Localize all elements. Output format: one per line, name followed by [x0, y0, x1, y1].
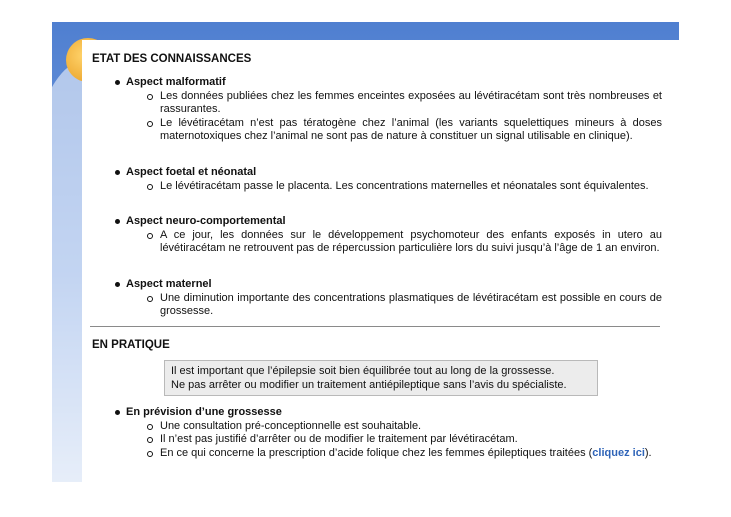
aspect-neuro-comportemental — [112, 215, 662, 256]
aspect-malformatif — [112, 76, 662, 144]
practice-section-title: EN PRATIQUE — [92, 339, 170, 351]
important-notice-box — [164, 360, 598, 396]
pregnancy-planning — [112, 406, 662, 460]
folic-acid-text: En ce qui concerne la prescription d’acide folique chez les femmes épileptiques traitées ( — [160, 446, 593, 459]
aspect-heading: Aspect neuro-comportemental — [112, 215, 662, 229]
aspect-maternel — [112, 278, 662, 319]
aspect-heading: Aspect maternel — [112, 278, 662, 292]
list-item: Les données publiées chez les femmes enceintes exposées au lévétiracétam sont très nombreuses et rassurantes. — [146, 90, 662, 117]
aspect-foetal-neonatal — [112, 166, 662, 193]
list-item: Une diminution importante des concentrations plasmatiques de lévétiracétam est possible en cours de grossesse. — [146, 292, 662, 319]
knowledge-section-title: ETAT DES CONNAISSANCES — [92, 53, 252, 65]
list-item: A ce jour, les données sur le développement psychomoteur des enfants exposés in utero au lévétiracétam ne retrouvent pas de répercussion particulière lors du suivi jusqu’à l’âge de 1 an environ. — [146, 229, 662, 256]
section-divider — [90, 326, 660, 327]
notice-line: Ne pas arrêter ou modifier un traitement antiépileptique sans l’avis du spécialiste. — [171, 379, 567, 391]
aspect-heading: Aspect malformatif — [112, 76, 662, 90]
click-here-link[interactable]: cliquez ici — [592, 446, 645, 459]
folic-acid-text-end: ). — [644, 446, 652, 459]
list-item: Le lévétiracétam passe le placenta. Les concentrations maternelles et néonatales sont équivalentes. — [146, 180, 662, 194]
list-item: Une consultation pré-conceptionnelle est souhaitable. — [146, 420, 662, 434]
content-panel — [82, 40, 679, 482]
aspect-heading: Aspect foetal et néonatal — [112, 166, 662, 180]
list-item-folic-acid — [146, 447, 662, 461]
notice-line: Il est important que l’épilepsie soit bien équilibrée tout au long de la grossesse. — [171, 365, 555, 377]
list-item: Il n’est pas justifié d’arrêter ou de modifier le traitement par lévétiracétam. — [146, 433, 662, 447]
aspect-heading: En prévision d’une grossesse — [112, 406, 662, 420]
list-item: Le lévétiracétam n’est pas tératogène chez l’animal (les variants squelettiques mineurs à doses maternotoxiques chez l’animal ne sont pas de nature à constituer un signal utilisable en clinique). — [146, 117, 662, 144]
